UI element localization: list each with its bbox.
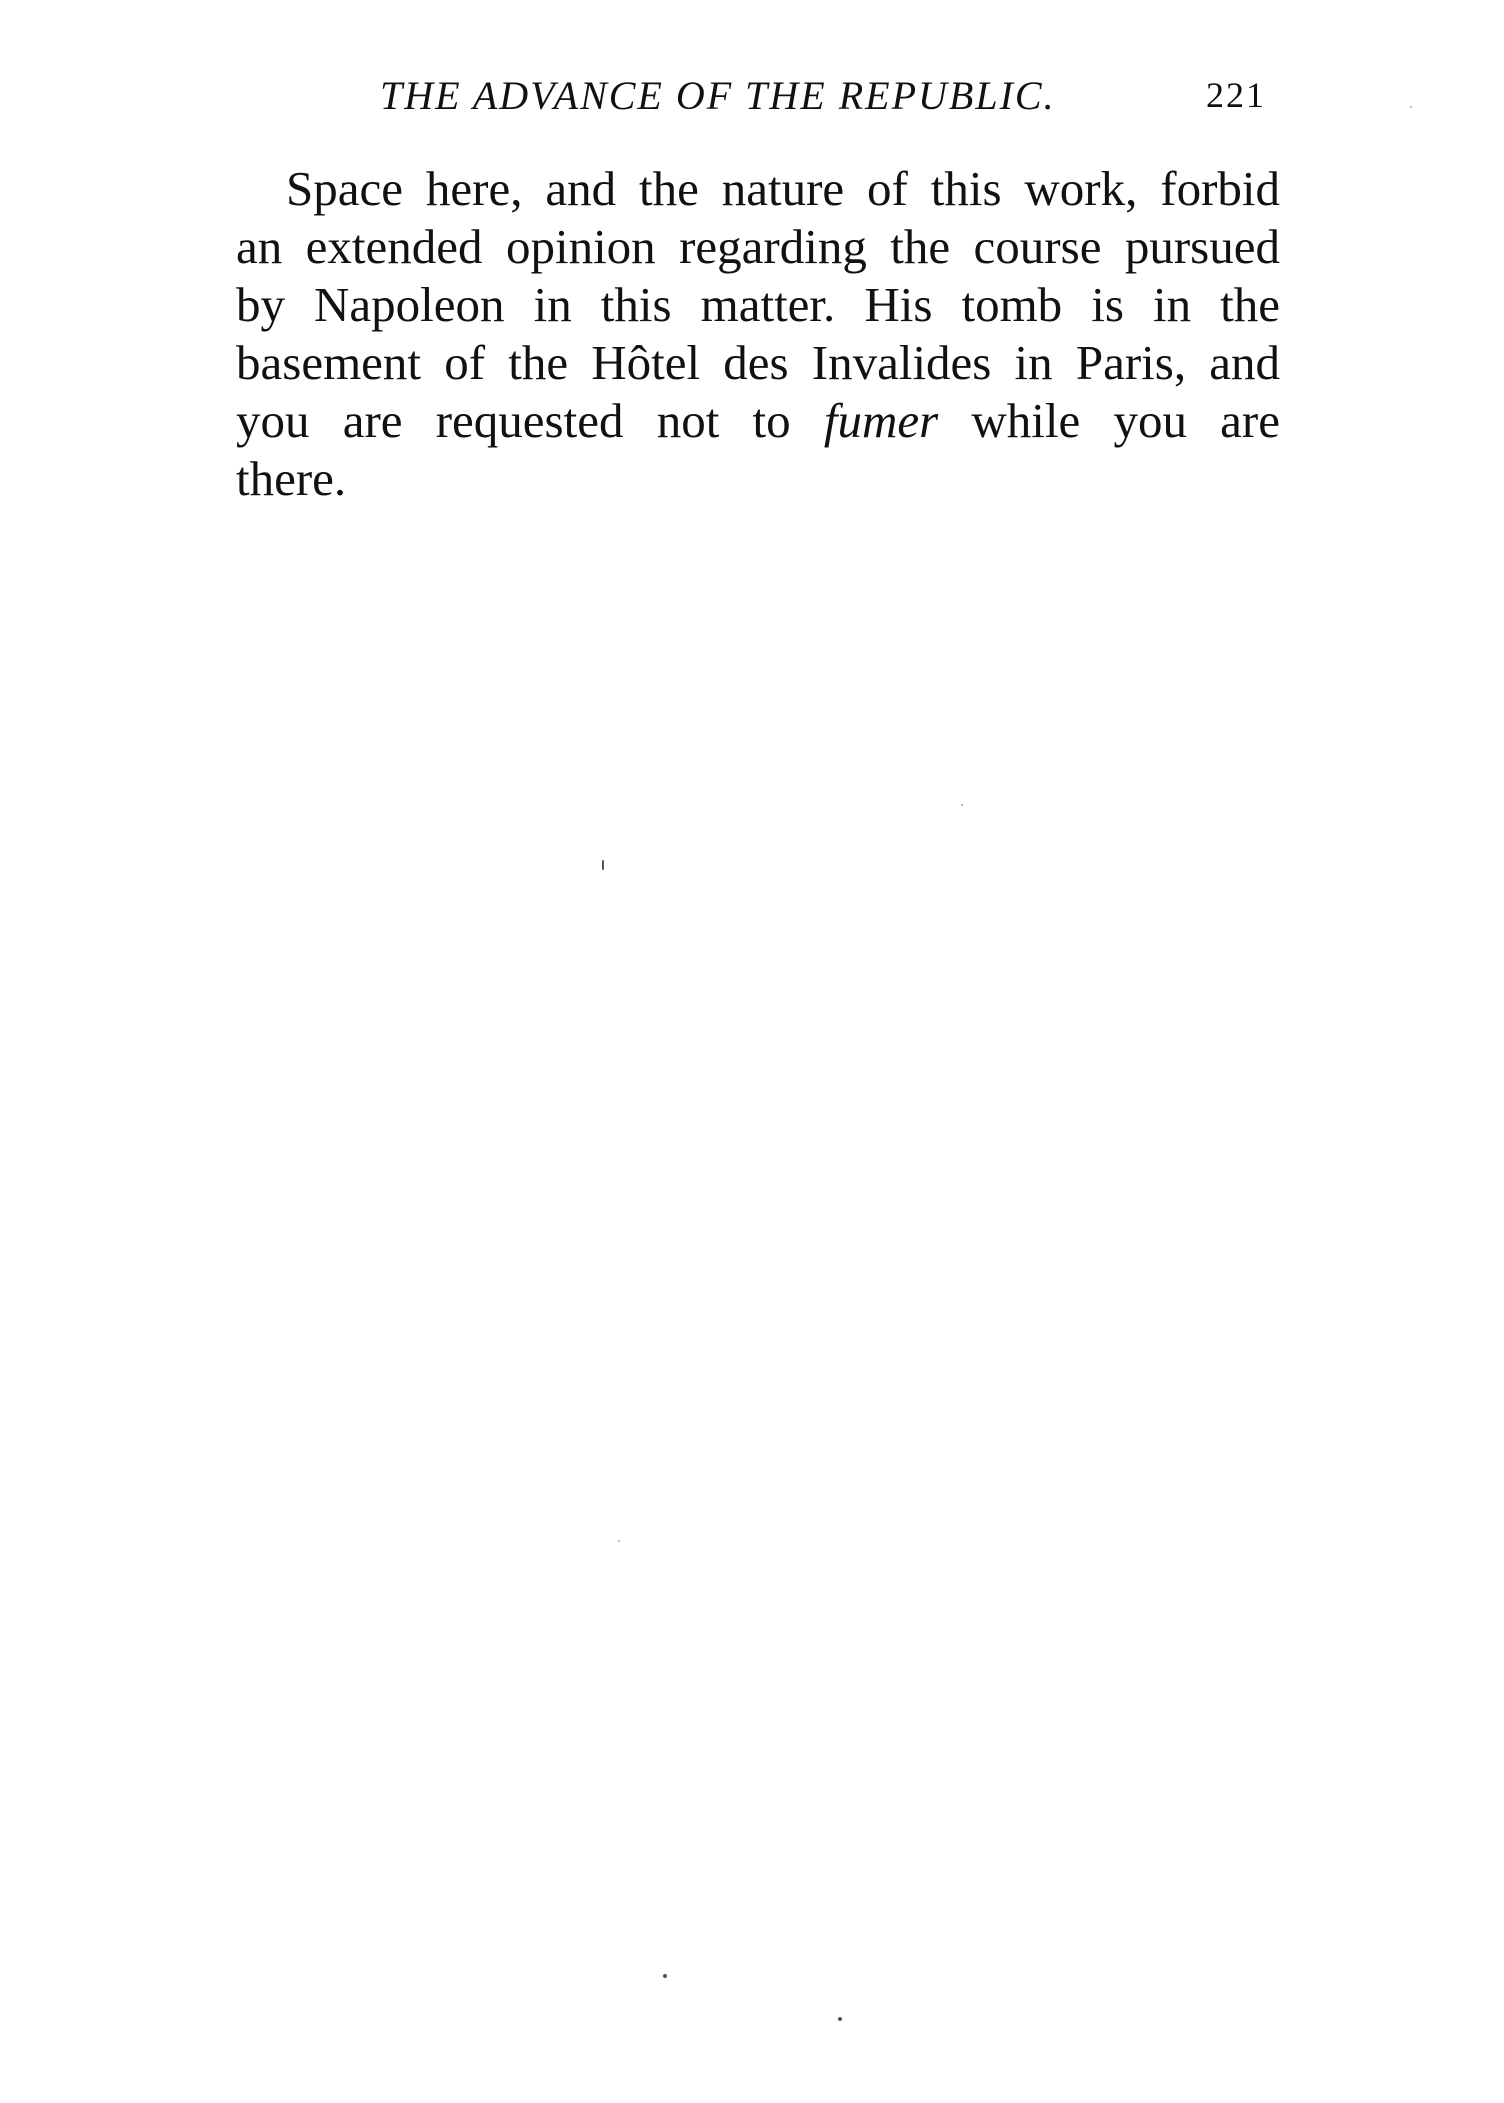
text-line: Space here, and the nature of this work, forbid [286,161,1280,216]
text-line: by Napoleon in this matter. His tomb is in the [236,277,1280,332]
text-line: basement of the Hôtel des Invalides in Paris, and [236,335,1280,390]
print-speck [602,860,604,870]
text-run: while you are [938,393,1280,448]
print-speck [1410,106,1412,108]
print-speck [663,1974,667,1978]
text-line: there. [236,451,347,506]
print-speck [961,804,963,806]
text-line [236,392,1280,450]
text-line: an extended opinion regarding the course pursued [236,219,1280,274]
print-speck [618,1540,620,1542]
print-speck [838,2017,842,2021]
running-title: THE ADVANCE OF THE REPUBLIC. [380,73,1056,118]
body-paragraph [236,160,1280,508]
text-run: you are requested not to [236,393,824,448]
running-head [380,72,1502,132]
page-number: 221 [1206,75,1266,115]
italic-word: fumer [823,393,939,448]
